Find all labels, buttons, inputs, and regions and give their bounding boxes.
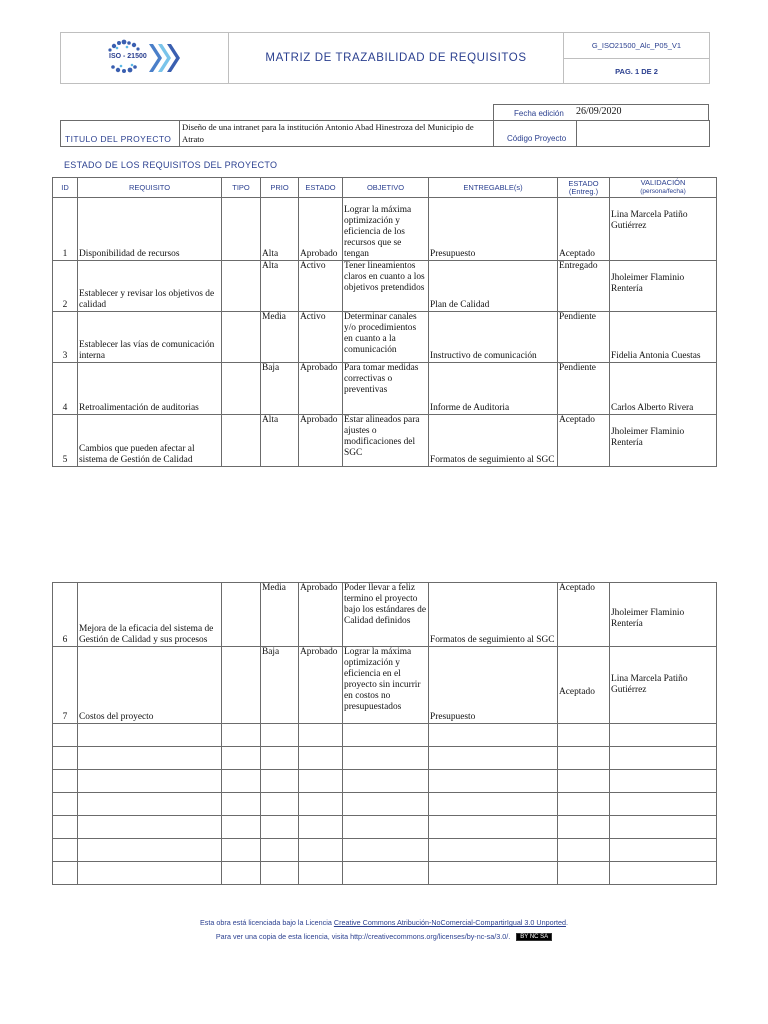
- fecha-edicion-label: Fecha edición: [514, 109, 564, 118]
- row-requisito: Costos del proyecto: [79, 712, 154, 722]
- table-row: [53, 261, 717, 312]
- license-link[interactable]: Creative Commons Atribución-NoComercial-CompartirIgual 3.0 Unported: [333, 918, 566, 927]
- col-validacion: [610, 178, 717, 198]
- row-id: 1: [53, 198, 78, 261]
- row-estado-entreg: Aceptado: [559, 249, 595, 259]
- license-line-1: [0, 918, 768, 927]
- col-estado-entreg-line2: (Entreg.): [568, 186, 599, 196]
- row-objetivo: Estar alineados para ajustes o modificaciones del SGC: [344, 415, 420, 458]
- row-validacion: Jholeimer Flaminio Rentería: [611, 427, 685, 448]
- row-id: 7: [53, 647, 78, 724]
- row-validacion: Jholeimer Flaminio Rentería: [611, 273, 685, 294]
- row-prio: Media: [262, 312, 286, 322]
- row-requisito: Retroalimentación de auditorias: [79, 403, 199, 413]
- row-objetivo: Lograr la máxima optimización y eficiencia de los recursos que se tengan: [344, 205, 412, 259]
- row-estado-entreg: Pendiente: [559, 312, 596, 322]
- row-requisito: Mejora de la eficacia del sistema de Gestión de Calidad y sus procesos: [79, 624, 214, 645]
- row-requisito: Cambios que pueden afectar al sistema de Gestión de Calidad: [79, 444, 195, 465]
- col-tipo: TIPO: [222, 178, 261, 198]
- empty-row: [53, 862, 717, 885]
- page-title: MATRIZ DE TRAZABILIDAD DE REQUISITOS: [229, 33, 564, 83]
- empty-row: [53, 724, 717, 747]
- row-entregable: Informe de Auditoria: [430, 403, 510, 413]
- document-code: G_ISO21500_Alc_P05_V1: [564, 33, 709, 59]
- col-prio: PRIO: [261, 178, 299, 198]
- row-estado: Aprobado: [300, 249, 338, 259]
- table-header-row: [53, 178, 717, 198]
- row-estado-entreg: Pendiente: [559, 363, 596, 373]
- col-estado-entreg-line1: ESTADO: [568, 178, 599, 188]
- row-entregable: Instructivo de comunicación: [430, 351, 537, 361]
- row-objetivo: Determinar canales y/o procedimientos en cuanto a la comunicación: [344, 312, 417, 355]
- row-prio: Baja: [262, 647, 280, 657]
- col-entregable: ENTREGABLE(s): [429, 178, 558, 198]
- row-id: 5: [53, 415, 78, 467]
- table-row: [53, 415, 717, 467]
- row-prio: Alta: [262, 261, 279, 271]
- titulo-proyecto-label: TITULO DEL PROYECTO: [65, 134, 172, 144]
- row-id: 4: [53, 363, 78, 415]
- empty-row: [53, 793, 717, 816]
- page-number: PAG. 1 DE 2: [615, 66, 658, 76]
- row-objetivo: Tener lineamientos claros en cuanto a los objetivos pretendidos: [344, 261, 425, 293]
- table-row: [53, 198, 717, 261]
- row-prio: Baja: [262, 363, 280, 373]
- table-row: [53, 363, 717, 415]
- row-estado-entreg: Aceptado: [559, 583, 595, 593]
- row-entregable: Presupuesto: [430, 712, 476, 722]
- row-estado-entreg: Aceptado: [559, 415, 595, 425]
- table-row: [53, 583, 717, 647]
- row-estado: Activo: [300, 261, 326, 271]
- row-id: 2: [53, 261, 78, 312]
- license-line-2: [0, 932, 768, 941]
- empty-row: [53, 816, 717, 839]
- col-validacion-line2: (persona/fecha): [640, 188, 686, 195]
- codigo-proyecto-label: Código Proyecto: [507, 134, 567, 143]
- row-estado: Aprobado: [300, 583, 338, 593]
- row-objetivo: Lograr la máxima optimización y eficiencia en el proyecto sin incurrir en costos no presupuestados: [344, 647, 421, 712]
- empty-row: [53, 839, 717, 862]
- document-header: [60, 32, 710, 84]
- empty-row: [53, 770, 717, 793]
- fecha-edicion-box: [493, 104, 709, 121]
- row-validacion: Carlos Alberto Rivera: [611, 403, 694, 413]
- license-text-suffix: .: [565, 918, 568, 927]
- row-requisito: Disponibilidad de recursos: [79, 249, 180, 259]
- table-row: [53, 647, 717, 724]
- iso-21500-logo: [61, 33, 229, 83]
- row-entregable: Formatos de seguimiento al SGC: [430, 455, 555, 465]
- table-row: [53, 312, 717, 363]
- col-estado-entreg: [558, 178, 610, 198]
- row-validacion: Lina Marcela Patiño Gutiérrez: [611, 210, 688, 231]
- cc-license-badge-icon[interactable]: BY NC SA: [516, 933, 552, 941]
- row-requisito: Establecer y revisar los objetivos de calidad: [79, 289, 215, 310]
- row-prio: Media: [262, 583, 286, 593]
- row-validacion: Fidelia Antonia Cuestas: [611, 351, 701, 361]
- col-id: ID: [53, 178, 78, 198]
- row-estado-entreg: Aceptado: [559, 686, 595, 697]
- row-estado-entreg: Entregado: [559, 261, 598, 271]
- section-title: ESTADO DE LOS REQUISITOS DEL PROYECTO: [64, 160, 278, 170]
- row-estado: Aprobado: [300, 647, 338, 657]
- requirements-table-page1: [52, 177, 717, 467]
- col-validacion-line1: VALIDACIÓN: [640, 178, 686, 187]
- row-objetivo: Para tomar medidas correctivas o preventivas: [344, 363, 419, 395]
- col-objetivo: OBJETIVO: [343, 178, 429, 198]
- logo-text: ISO - 21500: [109, 53, 147, 60]
- empty-row: [53, 747, 717, 770]
- requirements-table-page2: [52, 582, 717, 885]
- row-objetivo: Poder llevar a feliz termino el proyecto bajo los estándares de Calidad definidos: [344, 583, 427, 626]
- col-requisito: REQUISITO: [78, 178, 222, 198]
- titulo-proyecto-value: Diseño de una intranet para la institución Antonio Abad Hinestroza del Municipio de Atrato: [182, 122, 474, 144]
- row-estado: Aprobado: [300, 415, 338, 425]
- row-validacion: Jholeimer Flaminio Rentería: [611, 608, 685, 629]
- license-url-text: Para ver una copia de esta licencia, visita http://creativecommons.org/licenses/by-nc-sa/3.0/.: [215, 932, 511, 941]
- row-requisito: Establecer las vías de comunicación interna: [79, 340, 215, 361]
- project-info-row: [60, 120, 710, 147]
- row-prio: Alta: [262, 415, 279, 425]
- row-validacion: Lina Marcela Patiño Gutiérrez: [611, 674, 688, 695]
- row-entregable: Formatos de seguimiento al SGC: [430, 635, 555, 645]
- row-estado: Activo: [300, 312, 326, 322]
- row-estado: Aprobado: [300, 363, 338, 373]
- fecha-edicion-value: 26/09/2020: [576, 106, 622, 117]
- row-entregable: Plan de Calidad: [430, 300, 490, 310]
- row-entregable: Presupuesto: [430, 249, 476, 259]
- col-estado: ESTADO: [299, 178, 343, 198]
- row-prio: Alta: [262, 249, 279, 259]
- row-id: 6: [53, 583, 78, 647]
- license-text-prefix: Esta obra está licenciada bajo la Licencia: [200, 918, 334, 927]
- row-id: 3: [53, 312, 78, 363]
